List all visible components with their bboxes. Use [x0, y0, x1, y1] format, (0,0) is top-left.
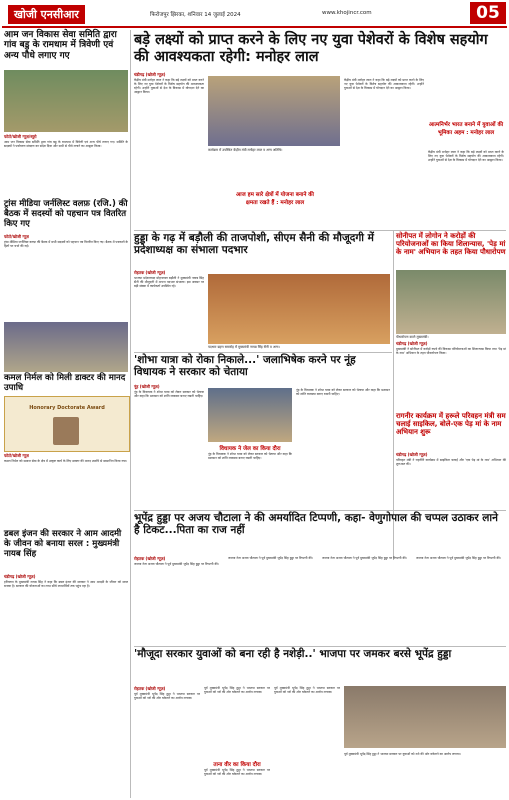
story5-photo: [344, 686, 506, 748]
lead-photo-caption: कार्यक्रम में उपस्थित केंद्रीय मंत्री मनोहर लाल व अन्य अतिथि।: [208, 148, 283, 152]
story5-body-3: पूर्व मुख्यमंत्री भूपेंद्र सिंह हुड्डा ने भाजपा सरकार पर युवाओं को नशे की ओर धकेलने का आरोप लगाया।: [204, 768, 270, 776]
left-story-3-byline: फोटो/खोजी न्यूज़: [4, 453, 29, 458]
story5-subhead: ताना वीर का किया दौरा: [213, 762, 261, 768]
right-story-caption: पौधारोपण करते मुख्यमंत्री।: [396, 335, 429, 339]
lead-body-3: केंद्रीय मंत्री मनोहर लाल ने कहा कि बड़े लक्ष्यों को प्राप्त करने के लिए नए युवा पेशेवरों के विशेष सहयोग की आवश्यकता रहेगी। उन्होंने युवाओं से देश के विकास में योगदान देने का आह्वान किया।: [428, 150, 504, 162]
story2-byline: रोहतक (खोजी न्यूज़): [134, 270, 166, 275]
left-story-1-byline: फोटो/खोजी न्यूज़/ब्यूरो: [4, 134, 37, 139]
lead-photo: [208, 76, 340, 146]
story3-headline: 'शोभा यात्रा को रोका निकाले...' जलाभिषेक करने पर नूंह विधायक ने सरकार को चेताया: [134, 354, 356, 379]
right-mid-byline: चंडीगढ़ (खोजी न्यूज़): [396, 452, 428, 457]
story4-body-3: जजपा नेता अजय चौटाला ने पूर्व मुख्यमंत्री भूपेंद्र सिंह हुड्डा पर टिप्पणी की।: [322, 556, 407, 560]
lead-quote-2: आत्मनिर्भर भारत बनाने में युवाओं की भूमिका अहम : मनोहर लाल: [428, 122, 504, 136]
story2-caption: पदभार ग्रहण समारोह में मुख्यमंत्री नायब सिंह सैनी व अन्य।: [208, 345, 280, 349]
site-url: www.khojincr.com: [322, 10, 372, 16]
left-story-3-title: कमल निर्मल को मिली डाक्टर की मानद उपाधि: [4, 373, 126, 393]
story4-byline: रोहतक (खोजी न्यूज़): [134, 556, 166, 561]
lead-body-1: केंद्रीय मंत्री मनोहर लाल ने कहा कि बड़े लक्ष्यों को प्राप्त करने के लिए नए युवा पेशेवरों के विशेष सहयोग की आवश्यकता रहेगी। उन्होंने युवाओं से देश के विकास में योगदान देने का आह्वान किया।: [134, 78, 204, 94]
left-story-1-title: आम जन विकास सेवा समिति द्वारा गांव बडु के रामधाम में त्रिवेणी एवं अन्य पौधे लगाए गए: [4, 30, 117, 61]
left-story-4-byline: चंडीगढ़ (खोजी न्यूज़): [4, 574, 36, 579]
left-story-2-byline: फोटो/खोजी न्यूज़: [4, 234, 29, 239]
certificate-text: Honorary Doctorate Award: [29, 405, 105, 411]
page-number: 05: [470, 2, 506, 24]
lead-quote: आज हम सारे क्षेत्रों में योजना बनाने की क्षमता रखते हैं : मनोहर लाल: [236, 192, 314, 206]
story4-headline: भूपेंद्र हुड्डा पर अजय चौटाला ने की अमर्यादित टिप्पणी, कहा- वेणुगोपाल की चप्पल उठाकर लाने है टिकट...पिता का राज नहीं: [134, 512, 498, 537]
story4-body-1: जजपा नेता अजय चौटाला ने पूर्व मुख्यमंत्री भूपेंद्र सिंह हुड्डा पर टिप्पणी की।: [134, 562, 219, 566]
lead-headline: बड़े लक्ष्यों को प्राप्त करने के लिए नए युवा पेशेवरों के विशेष सहयोग की आवश्यकता रहेगी: मनोहर लाल: [134, 32, 488, 65]
certificate-photo: [53, 417, 79, 445]
left-story-1-text: आम जन विकास सेवा समिति द्वारा गांव बडु के रामधाम में त्रिवेणी एवं अन्य पौधे लगाए गए। समिति के सदस्यों ने पर्यावरण संरक्षण का संदेश दिया और सभी से पौधे लगाने का आह्वान किया।: [4, 140, 128, 148]
meeting-photo: [4, 322, 128, 372]
plantation-photo: [4, 70, 128, 132]
story2-body: भाजपा प्रदेशाध्यक्ष मोहनलाल बड़ौली ने मुख्यमंत्री नायब सिंह सैनी की मौजूदगी में अपना पदभार संभाला। इस अवसर पर बड़ी संख्या में कार्यकर्ता उपस्थित रहे।: [134, 276, 204, 288]
story5-body-1: पूर्व मुख्यमंत्री भूपेंद्र सिंह हुड्डा ने भाजपा सरकार पर युवाओं को नशे की ओर धकेलने का आरोप लगाया।: [134, 692, 200, 700]
brand-logo: खोजी एनसीआर: [8, 5, 85, 24]
story4-body-2: जजपा नेता अजय चौटाला ने पूर्व मुख्यमंत्री भूपेंद्र सिंह हुड्डा पर टिप्पणी की।: [228, 556, 313, 560]
story2-photo: [208, 274, 390, 344]
story5-headline: 'मौजूदा सरकार युवाओं को बना रही है नशेड़ी..' भाजपा पर जमकर बरसे भूपेंद्र हुड्डा: [134, 648, 452, 660]
right-story-byline: चंडीगढ़ (खोजी न्यूज़): [396, 341, 428, 346]
award-certificate: [4, 396, 130, 452]
story3-byline: नूंह (खोजी न्यूज़): [134, 384, 160, 389]
left-story-4-text: हरियाणा के मुख्यमंत्री नायब सिंह ने कहा कि डबल इंजन की सरकार ने आम आदमी के जीवन को सरल बनाया है। सरकार की योजनाओं का लाभ सीधे लाभार्थियों तक पहुंच रहा है।: [4, 580, 128, 588]
story3-body-1: नूंह के विधायक ने शोभा यात्रा को लेकर सरकार को चेताया और कहा कि प्रशासन को शांति व्यवस्था बनाए रखनी चाहिए।: [134, 390, 204, 398]
right-story-headline: सोनीपत में लोगोन ने करोड़ों की परियोजनाओं का किया शिलान्यास, 'पेड़ मां के नाम' अभियान के तहत किया पौधारोपण: [396, 232, 506, 257]
story5-body-5: पूर्व मुख्यमंत्री भूपेंद्र सिंह हुड्डा ने भाजपा सरकार पर युवाओं को नशे की ओर धकेलने का आरोप लगाया।: [344, 752, 461, 756]
story5-byline: रोहतक (खोजी न्यूज़): [134, 686, 166, 691]
left-story-3-text: कमल निर्मल को समाज सेवा के क्षेत्र में उत्कृष्ट कार्य के लिए डाक्टर की मानद उपाधि से सम्मानित किया गया।: [4, 459, 128, 463]
right-mid-headline: रागनीर कार्यक्रम में हरूले परिवहन मंत्री सम चलाई साइकिल, बोले-एक पेड़ मां के नाम अभियान शुरू: [396, 412, 506, 437]
story2-headline: हुड्डा के गढ़ में बड़ौली की ताजपोशी, सीएम सैनी की मौजूदगी में प्रदेशाध्यक्ष का संभाला पदभार: [134, 232, 374, 257]
date-line: फिरोजपुर झिरका, शनिवार 14 जुलाई 2024: [150, 12, 241, 18]
left-story-2-text: ट्रांस मीडिया जर्नलिस्ट वलफ़ की बैठक में सभी सदस्यों को पहचान पत्र वितरित किए गए। बैठक में पत्रकारों के हितों पर चर्चा की गई।: [4, 240, 128, 248]
masthead: [2, 2, 507, 28]
story3-body-2: नूंह के विधायक ने शोभा यात्रा को लेकर सरकार को चेताया और कहा कि प्रशासन को शांति व्यवस्था बनाए रखनी चाहिए।: [208, 452, 292, 460]
right-story-body: मुख्यमंत्री ने सोनीपत में करोड़ों रुपये की विकास परियोजनाओं का शिलान्यास किया तथा 'पेड़ मां के नाम' अभियान के तहत पौधारोपण किया।: [396, 347, 506, 355]
story3-photo: [208, 388, 292, 442]
left-story-4-title: डबल इंजन की सरकार ने आम आदमी के जीवन को बनाया सरल : मुख्यमंत्री नायब सिंह: [4, 529, 122, 559]
story5-body-2: पूर्व मुख्यमंत्री भूपेंद्र सिंह हुड्डा ने भाजपा सरकार पर युवाओं को नशे की ओर धकेलने का आरोप लगाया।: [204, 686, 270, 694]
right-story-photo: [396, 270, 506, 334]
story5-body-4: पूर्व मुख्यमंत्री भूपेंद्र सिंह हुड्डा ने भाजपा सरकार पर युवाओं को नशे की ओर धकेलने का आरोप लगाया।: [274, 686, 340, 694]
left-story-2-title: ट्रांस मीडिया जर्नलिस्ट वलफ़ (रजि.) की बैठक में सदस्यों को पहचान पत्र वितरित किए गए: [4, 199, 128, 229]
story4-body-4: जजपा नेता अजय चौटाला ने पूर्व मुख्यमंत्री भूपेंद्र सिंह हुड्डा पर टिप्पणी की।: [416, 556, 501, 560]
lead-byline: चंडीगढ़ (खोजी न्यूज़): [134, 72, 166, 77]
right-mid-body: परिवहन मंत्री ने राहगीरी कार्यक्रम में साइकिल चलाई और 'एक पेड़ मां के नाम' अभियान की शुरुआत की।: [396, 458, 506, 466]
story3-subhead: विधायक ने जेल का किया दौरा: [219, 446, 281, 452]
lead-body-2: केंद्रीय मंत्री मनोहर लाल ने कहा कि बड़े लक्ष्यों को प्राप्त करने के लिए नए युवा पेशेवरों के विशेष सहयोग की आवश्यकता रहेगी। उन्होंने युवाओं से देश के विकास में योगदान देने का आह्वान किया।: [344, 78, 424, 90]
story3-body-3: नूंह के विधायक ने शोभा यात्रा को लेकर सरकार को चेताया और कहा कि प्रशासन को शांति व्यवस्था बनाए रखनी चाहिए।: [296, 388, 390, 396]
